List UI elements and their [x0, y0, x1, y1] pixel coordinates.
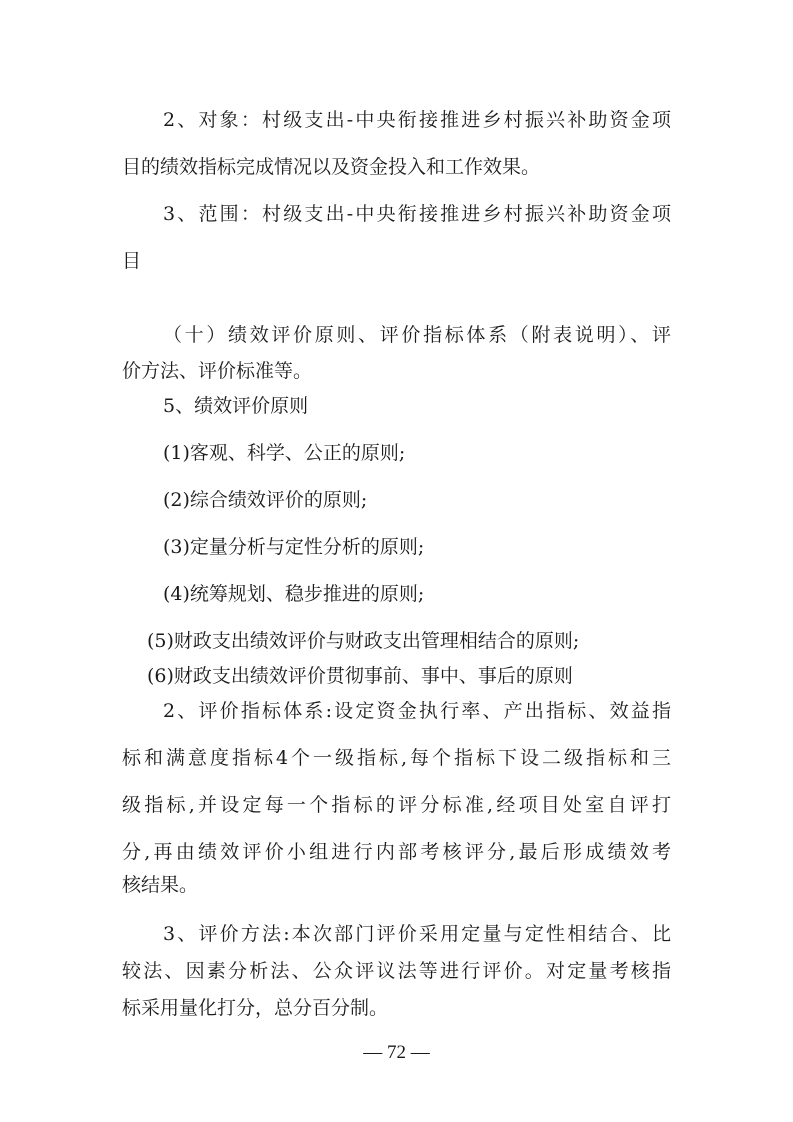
subheading: 5、绩效评价原则 [163, 395, 309, 417]
section-heading: 价方法、评价标准等。 [122, 360, 313, 382]
list-item: (1)客观、科学、公正的原则; [163, 442, 406, 464]
list-item: (5)财政支出绩效评价与财政支出管理相结合的原则; [147, 630, 580, 652]
text-line: 2、对象：村级支出-中央衔接推进乡村振兴补助资金项 [163, 109, 671, 131]
text-line: 3、评价方法:本次部门评价采用定量与定性相结合、比 [163, 923, 671, 945]
text-line: 目的绩效指标完成情况以及资金投入和工作效果。 [122, 156, 541, 178]
text-line: 分,再由绩效评价小组进行内部考核评分,最后形成绩效考 [122, 841, 671, 863]
text-line: 标和满意度指标4个一级指标,每个指标下设二级指标和三 [122, 747, 671, 769]
list-item: (2)综合绩效评价的原则; [163, 489, 368, 511]
page-number: — 72 — [363, 1042, 430, 1063]
list-item: (3)定量分析与定性分析的原则; [163, 536, 425, 558]
text-line: 核结果。 [122, 874, 199, 896]
text-line: 较法、因素分析法、公众评议法等进行评价。对定量考核指 [122, 960, 671, 982]
list-item: (6)财政支出绩效评价贯彻事前、事中、事后的原则 [147, 665, 573, 687]
text-line: 标采用量化打分，总分百分制。 [122, 997, 389, 1019]
text-line: 3、范围：村级支出-中央衔接推进乡村振兴补助资金项 [163, 203, 671, 225]
text-line: 目 [122, 250, 142, 272]
text-line: 2、评价指标体系:设定资金执行率、产出指标、效益指 [163, 700, 671, 722]
text-line: 级指标,并设定每一个指标的评分标准,经项目处室自评打 [122, 794, 671, 816]
list-item: (4)统筹规划、稳步推进的原则; [163, 583, 425, 605]
section-heading: （十）绩效评价原则、评价指标体系（附表说明）、评 [163, 324, 671, 346]
